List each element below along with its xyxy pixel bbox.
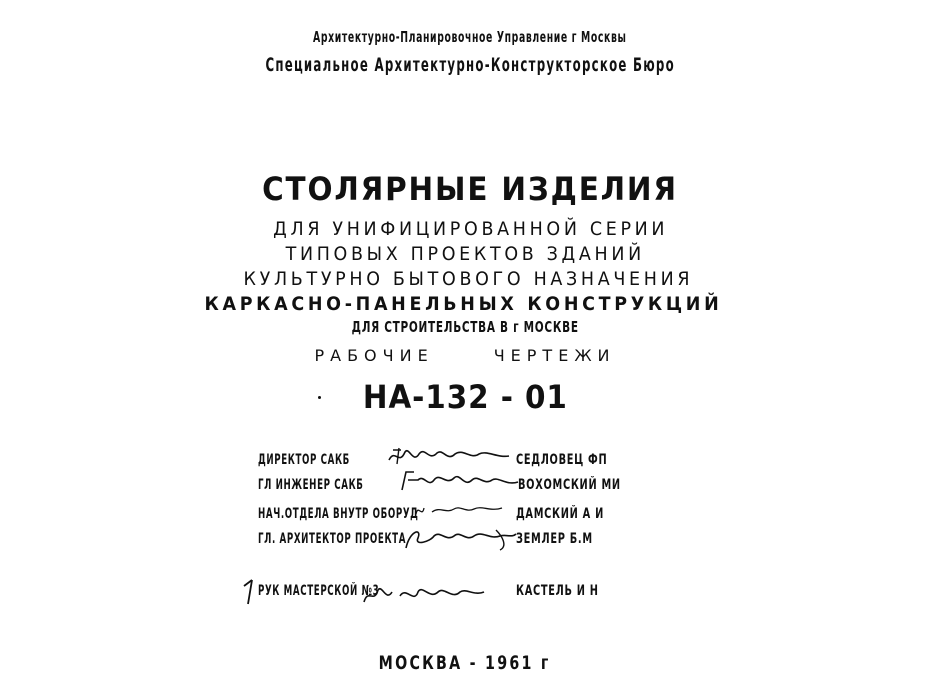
handwritten-signature-director <box>385 444 515 470</box>
signature-name-equipment-head: ДАМСКИЙ А И <box>516 506 604 522</box>
signature-role-chief-engineer: ГЛ ИНЖЕНЕР САКБ <box>258 477 364 493</box>
ink-dot <box>318 396 321 399</box>
city-line: ДЛЯ СТРОИТЕЛЬСТВА В г МОСКВЕ <box>351 318 579 336</box>
signature-name-director: СЕДЛОВЕЦ ФП <box>516 452 608 468</box>
signature-name-chief-engineer: ВОХОМСКИЙ МИ <box>518 477 621 493</box>
handwritten-signature-equipment-head <box>410 500 510 520</box>
document-code: НА-132 - 01 <box>362 378 568 416</box>
signature-role-chief-architect: ГЛ. АРХИТЕКТОР ПРОЕКТА <box>258 531 407 547</box>
document-title: СТОЛЯРНЫЕ ИЗДЕЛИЯ <box>262 170 678 208</box>
organization-line-2: Специальное Архитектурно-Конструкторское Бюро <box>265 54 675 76</box>
signature-name-chief-architect: ЗЕМЛЕР Б.М <box>516 531 593 547</box>
signature-role-workshop-head: РУК МАСТЕРСКОЙ №3 <box>258 583 380 599</box>
subtitle-line-1: ДЛЯ УНИФИЦИРОВАННОЙ СЕРИИ <box>273 218 669 240</box>
handwritten-signature-chief-engineer <box>398 468 523 496</box>
place-and-year: МОСКВА - 1961 г <box>379 652 551 674</box>
signature-name-workshop-head: КАСТЕЛЬ И Н <box>516 583 599 599</box>
signature-role-equipment-head: НАЧ.ОТДЕЛА ВНУТР ОБОРУД <box>258 506 419 522</box>
subtitle-line-2: ТИПОВЫХ ПРОЕКТОВ ЗДАНИЙ <box>285 243 645 265</box>
handwritten-signature-workshop-head <box>360 578 490 610</box>
signature-role-director: ДИРЕКТОР САКБ <box>258 452 350 468</box>
handwritten-signature-chief-architect <box>400 524 520 554</box>
organization-line-1: Архитектурно-Планировочное Управление г Москвы <box>313 28 627 46</box>
subtitle-line-4: КАРКАСНО-ПАНЕЛЬНЫХ КОНСТРУКЦИЙ <box>204 293 722 315</box>
working-drawings-label: РАБОЧИЕ ЧЕРТЕЖИ <box>314 346 616 365</box>
handwritten-mark <box>238 576 258 610</box>
subtitle-line-3: КУЛЬТУРНО БЫТОВОГО НАЗНАЧЕНИЯ <box>243 268 693 290</box>
